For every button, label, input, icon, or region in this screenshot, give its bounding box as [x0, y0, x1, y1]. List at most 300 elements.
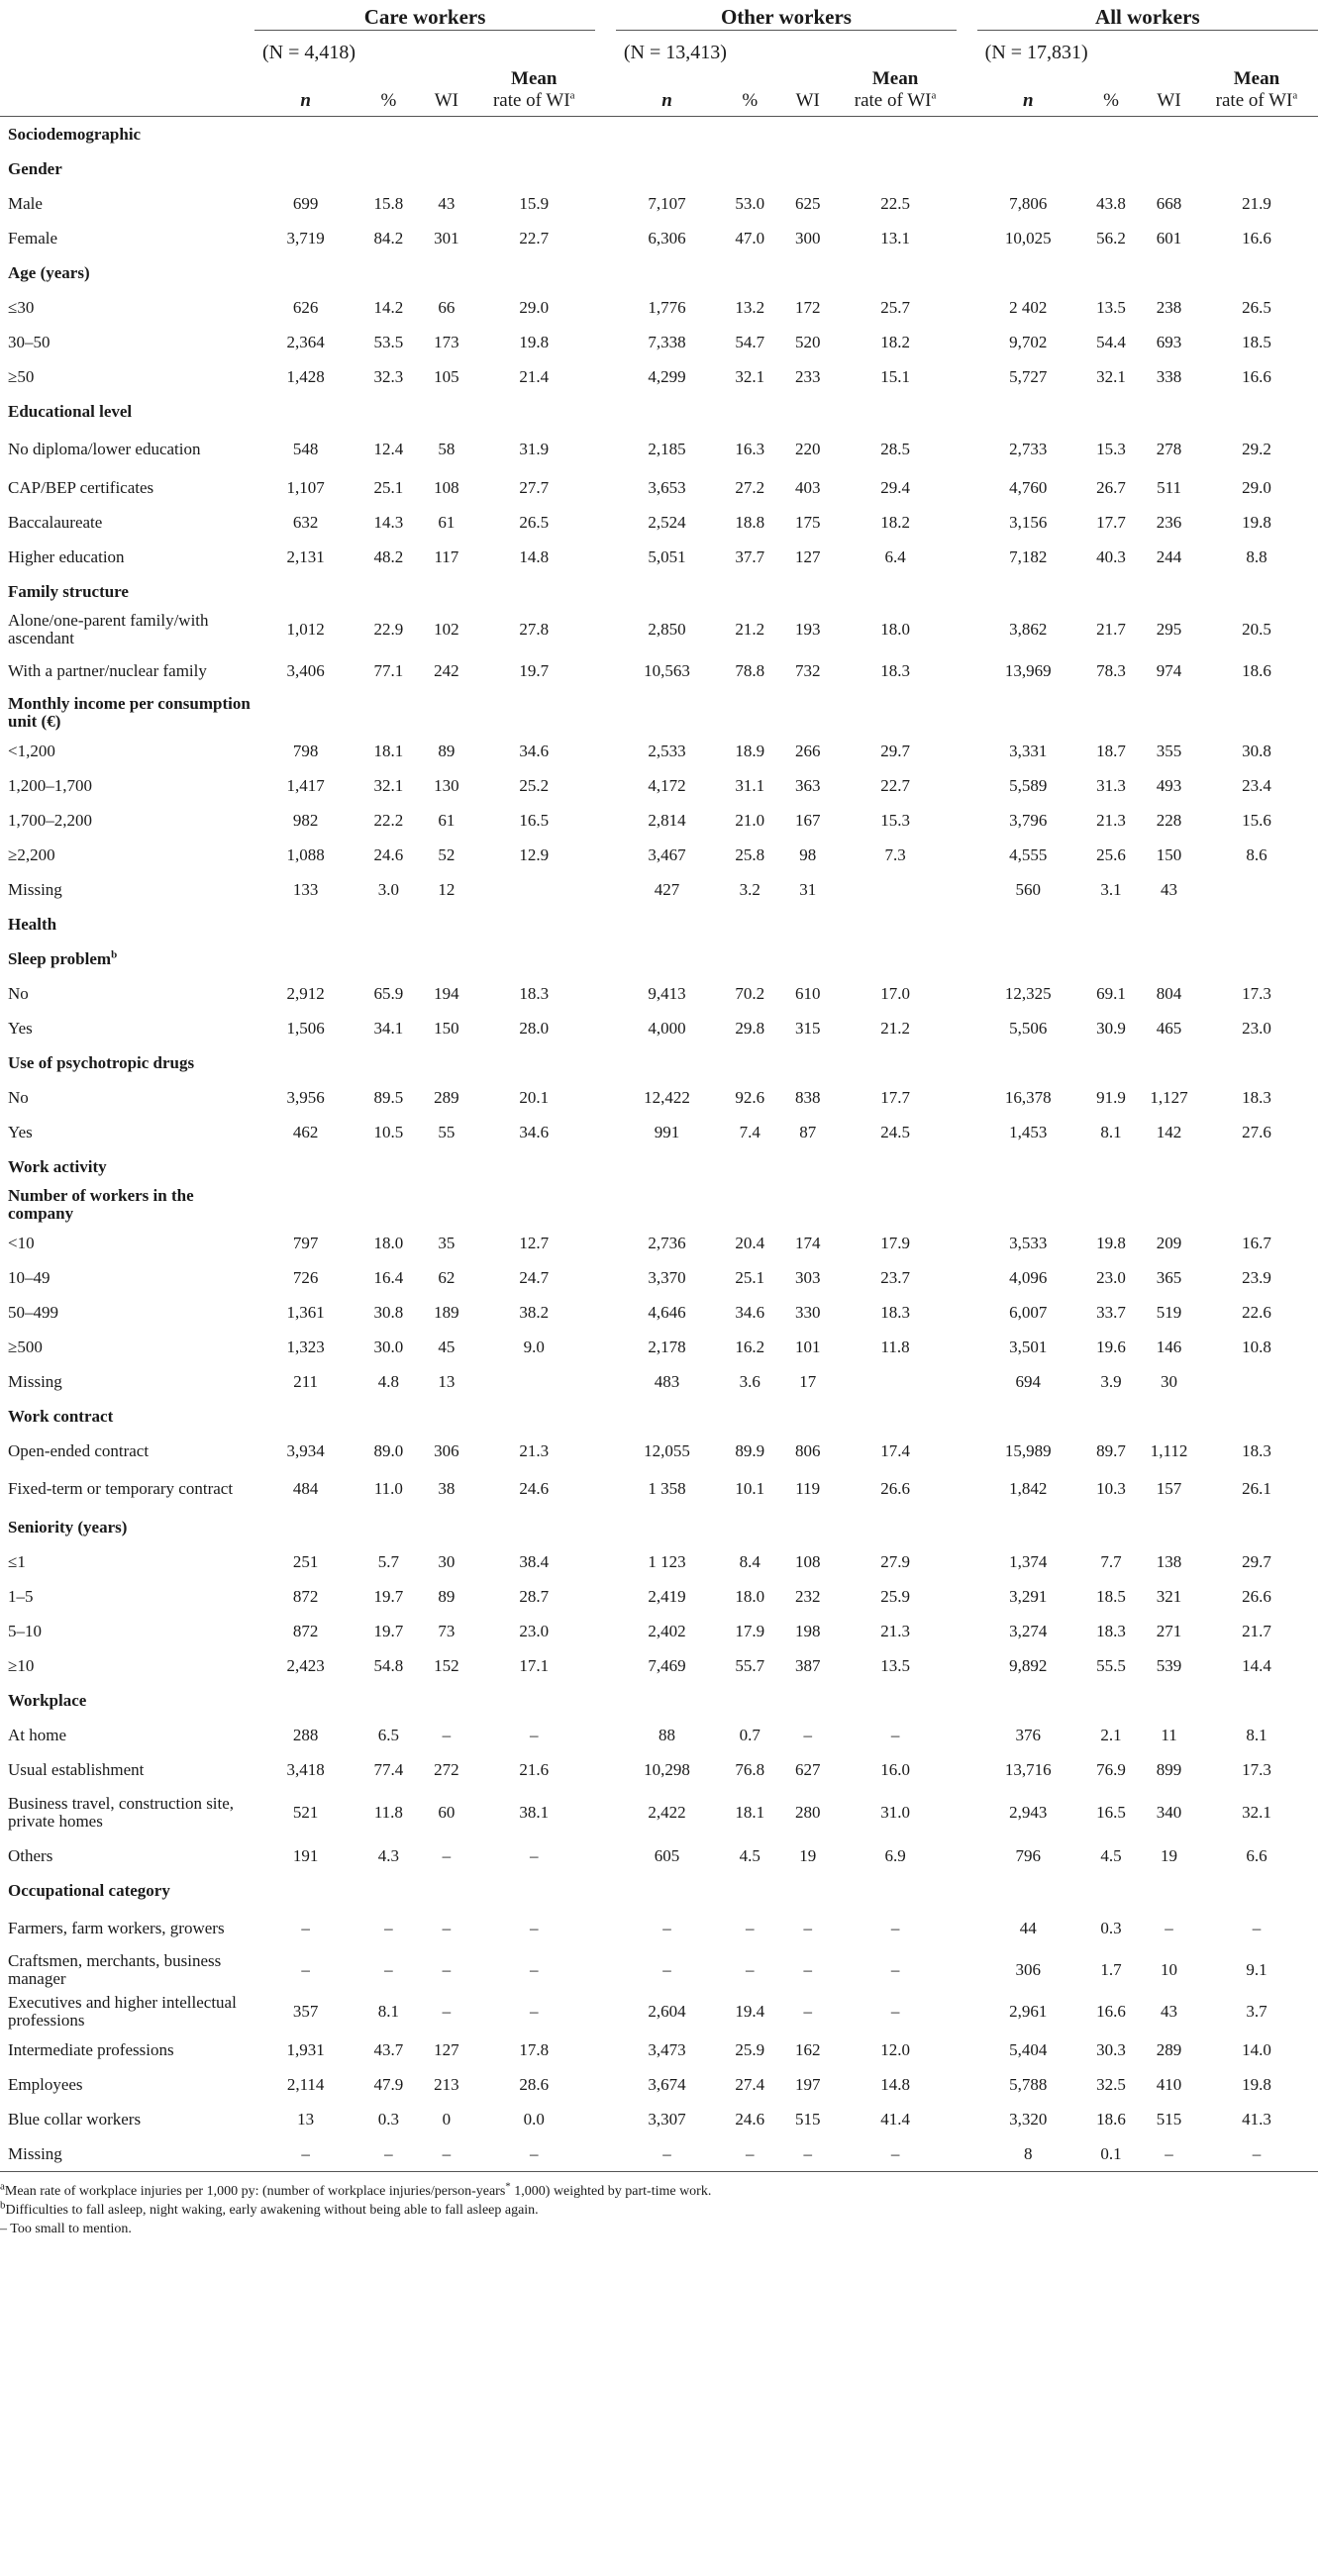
- cell-n: [616, 1683, 718, 1718]
- cell-wi: 515: [794, 2109, 821, 2129]
- cell-pct: [718, 692, 781, 734]
- cell-pct: 54.8: [373, 1655, 404, 1675]
- cell-pct: 30.8: [373, 1302, 404, 1322]
- gap-cell: [595, 1787, 616, 1838]
- cell-wi: 244: [1156, 546, 1182, 566]
- cell-wi: [1143, 117, 1195, 152]
- cell-pct: 10.1: [735, 1479, 765, 1498]
- cell-wi: 127: [794, 546, 821, 566]
- cell-pct: 19.7: [373, 1621, 404, 1640]
- cell-rate: 28.6: [519, 2074, 550, 2094]
- variable-header-row: [0, 1873, 1318, 1908]
- row-label: Open-ended contract: [8, 1440, 150, 1460]
- cell-pct: [1079, 255, 1143, 290]
- row-label: 1,700–2,200: [8, 810, 92, 830]
- cell-n: [977, 1873, 1079, 1908]
- gap-cell: [957, 1838, 977, 1873]
- cell-n: 12,055: [644, 1440, 690, 1460]
- table-row: [0, 2067, 1318, 2102]
- gap-cell: [957, 1115, 977, 1149]
- gap-cell: [957, 1752, 977, 1787]
- cell-rate: 26.6: [1242, 1586, 1271, 1606]
- variable-header-row: [0, 1399, 1318, 1434]
- gap-cell: [957, 2136, 977, 2172]
- variable-header-row: [0, 692, 1318, 734]
- footnote-a: $^a$Mean rate of workplace injuries per 1,000 py: (number of workplace injuries/person-years* 1,000) weighted by part-time work.: [0, 2180, 712, 2199]
- section-header-row: [0, 117, 1318, 152]
- cell-pct: [718, 1510, 781, 1544]
- cell-pct: 89.9: [735, 1440, 765, 1460]
- cell-n: 3,320: [1009, 2109, 1048, 2129]
- cell-rate: 24.6: [519, 1479, 550, 1498]
- cell-wi: 301: [434, 228, 459, 248]
- cell-n: 1,931: [286, 2039, 325, 2059]
- cell-n: 5,051: [648, 546, 686, 566]
- cell-n: –: [662, 1960, 671, 1979]
- cell-pct: 4.3: [377, 1845, 399, 1865]
- cell-rate: 21.4: [519, 366, 550, 386]
- row-label: Farmers, farm workers, growers: [8, 1919, 225, 1937]
- gap-cell: [957, 1399, 977, 1434]
- cell-wi: [421, 255, 473, 290]
- cell-rate: [472, 117, 595, 152]
- gap-cell: [595, 2136, 616, 2172]
- cell-pct: 34.6: [735, 1302, 765, 1322]
- gap-cell: [595, 941, 616, 976]
- cell-pct: 11.0: [373, 1479, 403, 1498]
- cell-n: –: [662, 1919, 671, 1937]
- row-label: Yes: [8, 1018, 33, 1038]
- cell-n: 3,156: [1009, 512, 1048, 532]
- row-label: Blue collar workers: [8, 2109, 142, 2129]
- cell-n: 13,716: [1004, 1759, 1052, 1779]
- gap-cell: [957, 2032, 977, 2067]
- cell-wi: 213: [434, 2074, 459, 2094]
- header-rate-label: rate of $WI^a$: [492, 89, 575, 111]
- cell-pct: 22.2: [373, 810, 404, 830]
- gap-cell: [595, 1683, 616, 1718]
- cell-pct: 6.5: [377, 1725, 399, 1744]
- cell-rate: 24.5: [880, 1122, 910, 1141]
- cell-n: [616, 117, 718, 152]
- gap-cell: [957, 1226, 977, 1260]
- row-label: Number of workers in the company: [8, 1186, 194, 1223]
- header-pct: %: [742, 90, 759, 111]
- cell-wi: 12: [438, 879, 456, 899]
- cell-wi: –: [803, 1725, 812, 1744]
- cell-rate: [834, 117, 957, 152]
- cell-rate: 16.0: [880, 1759, 910, 1779]
- gap-cell: [595, 1149, 616, 1184]
- cell-n: –: [616, 2136, 718, 2172]
- cell-wi: 338: [1156, 366, 1182, 386]
- cell-pct: 47.9: [373, 2074, 404, 2094]
- cell-wi: [781, 117, 834, 152]
- gap-cell: [595, 609, 616, 650]
- cell-n: 2,814: [648, 810, 686, 830]
- cell-rate: [472, 1184, 595, 1226]
- gap-cell: [595, 1544, 616, 1579]
- cell-wi: 17: [799, 1371, 817, 1391]
- cell-wi: 43: [438, 193, 456, 213]
- variable-header-row: [0, 1045, 1318, 1080]
- cell-rate: –: [529, 1845, 539, 1865]
- row-label: Male: [8, 193, 43, 213]
- row-label: Workplace: [8, 1690, 87, 1710]
- cell-n: [254, 255, 356, 290]
- cell-rate: 27.6: [1242, 1122, 1271, 1141]
- table-body: [0, 117, 1318, 2172]
- gap-cell: [957, 359, 977, 394]
- row-label: No: [8, 1087, 29, 1107]
- cell-rate: [1195, 907, 1318, 941]
- gap-cell: [595, 325, 616, 359]
- row-label: Educational level: [8, 401, 133, 421]
- cell-n: 1,453: [1009, 1122, 1048, 1141]
- cell-pct: 16.5: [1096, 1803, 1126, 1822]
- table-row: [0, 325, 1318, 359]
- cell-pct: –: [745, 1960, 755, 1979]
- cell-pct: 27.2: [735, 477, 765, 497]
- footnote-b: $^b$Difficulties to fall asleep, night waking, early awakening without being able to fall asleep again.: [0, 2199, 539, 2218]
- cell-rate: 21.6: [519, 1759, 550, 1779]
- cell-rate: 9.0: [523, 1337, 545, 1356]
- cell-pct: –: [745, 1919, 755, 1937]
- cell-pct: 12.4: [373, 440, 404, 458]
- cell-pct: 19.7: [373, 1586, 404, 1606]
- cell-n: [616, 1873, 718, 1908]
- row-label: At home: [8, 1725, 67, 1744]
- cell-n: [977, 1184, 1079, 1226]
- cell-rate: 17.1: [519, 1655, 550, 1675]
- cell-pct: 78.8: [735, 661, 765, 680]
- cell-pct: [356, 574, 420, 609]
- gap-cell: [957, 2102, 977, 2136]
- cell-wi: 19: [799, 1845, 817, 1865]
- variable-header-row: [0, 941, 1318, 976]
- gap-cell: [595, 470, 616, 505]
- cell-n: 3,674: [648, 2074, 686, 2094]
- cell-n: 5,404: [1009, 2039, 1048, 2059]
- gap-cell: [595, 1579, 616, 1614]
- cell-rate: 12.7: [519, 1233, 550, 1252]
- cell-rate: 17.0: [880, 983, 910, 1003]
- cell-pct: 18.7: [1096, 741, 1126, 760]
- cell-rate: [472, 574, 595, 609]
- cell-rate: 10.8: [1242, 1337, 1271, 1356]
- cell-n: 1,776: [648, 297, 686, 317]
- table-row: [0, 1080, 1318, 1115]
- row-label: 10–49: [8, 1267, 51, 1287]
- cell-wi: [421, 692, 473, 734]
- gap-cell: [957, 838, 977, 872]
- gap-cell: [595, 1399, 616, 1434]
- cell-wi: 167: [794, 810, 821, 830]
- cell-rate: 19.8: [519, 332, 550, 351]
- cell-rate: [834, 1510, 957, 1544]
- gap-cell: [595, 1184, 616, 1226]
- header-mean-label: Mean: [871, 68, 919, 89]
- cell-wi: [781, 255, 834, 290]
- row-label: Yes: [8, 1122, 33, 1141]
- table-row: [0, 2102, 1318, 2136]
- cell-pct: 53.0: [735, 193, 765, 213]
- cell-rate: 3.7: [1246, 2002, 1267, 2021]
- cell-n: [254, 692, 356, 734]
- gap-cell: [957, 1579, 977, 1614]
- cell-pct: 16.6: [1096, 2002, 1126, 2021]
- cell-n: 4,555: [1009, 844, 1048, 864]
- gap-cell: [957, 1330, 977, 1364]
- cell-pct: [356, 117, 420, 152]
- cell-rate: [1195, 151, 1318, 186]
- cell-rate: [1195, 1149, 1318, 1184]
- gap-cell: [957, 692, 977, 734]
- row-label: ≥2,200: [8, 844, 55, 864]
- cell-n: 5,727: [1009, 366, 1048, 386]
- cell-rate: [1195, 1364, 1318, 1399]
- cell-wi: [1143, 1683, 1195, 1718]
- group-title-other: Other workers: [616, 0, 957, 31]
- cell-wi: 38: [438, 1479, 456, 1498]
- cell-pct: 18.9: [735, 741, 765, 760]
- cell-n: [254, 117, 356, 152]
- row-label: Executives and higher intellectual professions: [8, 1993, 237, 2030]
- cell-rate: 22.6: [1242, 1302, 1271, 1322]
- cell-n: 10,298: [644, 1759, 690, 1779]
- cell-rate: –: [890, 1960, 900, 1979]
- cell-n: 4,000: [648, 1018, 686, 1038]
- cell-rate: [472, 872, 595, 907]
- cell-n: 3,719: [286, 228, 325, 248]
- cell-pct: [356, 692, 420, 734]
- cell-rate: 18.3: [519, 983, 550, 1003]
- cell-wi: 295: [1156, 620, 1182, 639]
- cell-wi: 43: [1161, 879, 1178, 899]
- cell-rate: 7.3: [884, 844, 906, 864]
- gap-cell: [595, 1260, 616, 1295]
- cell-wi: [421, 117, 473, 152]
- cell-wi: [421, 1149, 473, 1184]
- cell-n: 191: [292, 1845, 319, 1865]
- gap-cell: [957, 1718, 977, 1752]
- cell-wi: 627: [794, 1759, 821, 1779]
- cell-n: 798: [292, 741, 319, 760]
- cell-wi: 974: [1156, 661, 1182, 680]
- cell-rate: 26.6: [880, 1479, 910, 1498]
- cell-wi: 150: [434, 1018, 459, 1038]
- cell-n: [254, 574, 356, 609]
- table-row: [0, 609, 1318, 650]
- cell-wi: 303: [794, 1267, 821, 1287]
- cell-wi: 838: [794, 1087, 821, 1107]
- variable-header-row: [0, 1510, 1318, 1544]
- gap-cell: [595, 1949, 616, 1991]
- cell-rate: 41.3: [1242, 2109, 1271, 2129]
- cell-pct: 3.6: [739, 1371, 760, 1391]
- cell-n: 3,501: [1009, 1337, 1048, 1356]
- cell-wi: [1143, 1149, 1195, 1184]
- cell-rate: 25.2: [519, 775, 550, 795]
- cell-rate: 20.5: [1242, 620, 1271, 639]
- table-row: [0, 429, 1318, 470]
- gap-cell: [957, 976, 977, 1011]
- cell-wi: [1143, 255, 1195, 290]
- cell-wi: 130: [434, 775, 459, 795]
- cell-pct: [718, 1045, 781, 1080]
- cell-rate: [834, 574, 957, 609]
- cell-wi: [1143, 907, 1195, 941]
- gap-cell: [595, 1364, 616, 1399]
- cell-n: 15,989: [1004, 1440, 1052, 1460]
- cell-rate: –: [1195, 2136, 1318, 2172]
- cell-n: [977, 394, 1079, 429]
- cell-n: 2,422: [648, 1803, 686, 1822]
- cell-n: [254, 151, 356, 186]
- cell-wi: [421, 941, 473, 976]
- cell-rate: –: [529, 1919, 539, 1937]
- cell-wi: 60: [438, 1803, 456, 1822]
- cell-n: [977, 574, 1079, 609]
- cell-pct: 21.7: [1096, 620, 1126, 639]
- cell-pct: 10.3: [1096, 1479, 1126, 1498]
- cell-n: 10,563: [644, 661, 690, 680]
- cell-wi: 89: [438, 1586, 456, 1606]
- cell-rate: 18.6: [1242, 661, 1271, 680]
- cell-rate: [472, 151, 595, 186]
- cell-pct: –: [718, 2136, 781, 2172]
- gap-cell: [595, 1080, 616, 1115]
- cell-pct: 25.6: [1096, 844, 1126, 864]
- cell-pct: –: [384, 1919, 393, 1937]
- cell-n: [977, 255, 1079, 290]
- table-row: [0, 976, 1318, 1011]
- cell-rate: –: [890, 2002, 900, 2021]
- group-title-all: All workers: [977, 0, 1318, 31]
- cell-rate: [834, 907, 957, 941]
- group-title-care: Care workers: [254, 0, 595, 31]
- gap-cell: [595, 1011, 616, 1045]
- cell-n: 9,702: [1009, 332, 1048, 351]
- section-header-row: [0, 907, 1318, 941]
- gap-cell: [957, 574, 977, 609]
- table-row: [0, 1579, 1318, 1614]
- cell-pct: 48.2: [373, 546, 404, 566]
- cell-pct: 15.8: [373, 193, 404, 213]
- cell-pct: 77.1: [373, 661, 404, 680]
- cell-n: 306: [1015, 1960, 1042, 1979]
- row-label: 1,200–1,700: [8, 775, 92, 795]
- cell-wi: 98: [799, 844, 817, 864]
- cell-n: 991: [654, 1122, 680, 1141]
- gap-cell: [595, 2032, 616, 2067]
- cell-rate: –: [1252, 1919, 1262, 1937]
- cell-n: 427: [654, 879, 680, 899]
- cell-wi: [781, 151, 834, 186]
- cell-wi: 61: [438, 512, 456, 532]
- cell-rate: 17.8: [519, 2039, 550, 2059]
- cell-n: 1,361: [286, 1302, 325, 1322]
- cell-pct: 33.7: [1096, 1302, 1126, 1322]
- cell-wi: 668: [1156, 193, 1182, 213]
- cell-rate: 20.1: [519, 1087, 550, 1107]
- cell-wi: –: [442, 1845, 452, 1865]
- table-row: [0, 1787, 1318, 1838]
- cell-wi: 0: [442, 2109, 452, 2129]
- cell-rate: 28.7: [519, 1586, 550, 1606]
- table-row: [0, 803, 1318, 838]
- table-row: [0, 1330, 1318, 1364]
- cell-n: 3,418: [286, 1759, 325, 1779]
- cell-rate: 25.7: [880, 297, 910, 317]
- gap-cell: [957, 470, 977, 505]
- gap-cell: [957, 394, 977, 429]
- cell-pct: 19.8: [1096, 1233, 1126, 1252]
- cell-n: 605: [654, 1845, 680, 1865]
- cell-rate: 11.8: [880, 1337, 910, 1356]
- cell-wi: [421, 574, 473, 609]
- table-row: [0, 1752, 1318, 1787]
- cell-pct: [718, 255, 781, 290]
- cell-n: [254, 1045, 356, 1080]
- cell-rate: 14.0: [1242, 2039, 1271, 2059]
- cell-pct: [1079, 1873, 1143, 1908]
- cell-wi: 272: [434, 1759, 459, 1779]
- table-row: [0, 1908, 1318, 1949]
- cell-wi: 1,127: [1150, 1087, 1188, 1107]
- gap-cell: [957, 1544, 977, 1579]
- cell-rate: 18.3: [1242, 1440, 1271, 1460]
- cell-wi: –: [421, 2136, 473, 2172]
- cell-rate: 28.5: [880, 440, 910, 458]
- cell-n: 12,422: [644, 1087, 690, 1107]
- cell-wi: [781, 907, 834, 941]
- cell-wi: [421, 1683, 473, 1718]
- cell-rate: 18.2: [880, 512, 910, 532]
- cell-wi: 220: [794, 440, 821, 458]
- cell-n: 484: [292, 1479, 319, 1498]
- cell-rate: 6.6: [1246, 1845, 1267, 1865]
- cell-pct: 18.1: [373, 741, 404, 760]
- group-n-row: [0, 31, 1318, 65]
- cell-rate: 18.3: [880, 661, 910, 680]
- cell-n: 13: [297, 2109, 315, 2129]
- row-label: Gender: [8, 158, 62, 178]
- header-pct: %: [380, 90, 397, 111]
- cell-pct: [356, 1873, 420, 1908]
- cell-pct: 24.6: [735, 2109, 765, 2129]
- cell-wi: 198: [794, 1621, 821, 1640]
- header-mean-label: Mean: [511, 68, 558, 89]
- cell-pct: 32.1: [735, 366, 765, 386]
- cell-pct: 69.1: [1096, 983, 1126, 1003]
- header-n: n: [661, 90, 672, 111]
- cell-wi: 410: [1156, 2074, 1182, 2094]
- cell-rate: –: [890, 1919, 900, 1937]
- cell-n: [254, 1873, 356, 1908]
- cell-n: 9,892: [1009, 1655, 1048, 1675]
- cell-rate: [834, 1683, 957, 1718]
- gap-cell: [595, 1873, 616, 1908]
- cell-pct: [1079, 1045, 1143, 1080]
- cell-pct: [356, 1683, 420, 1718]
- column-header-row: [0, 64, 1318, 117]
- gap-cell: [957, 1260, 977, 1295]
- cell-wi: 172: [794, 297, 821, 317]
- cell-n: 796: [1015, 1845, 1042, 1865]
- cell-pct: 25.8: [735, 844, 765, 864]
- cell-rate: [1195, 1399, 1318, 1434]
